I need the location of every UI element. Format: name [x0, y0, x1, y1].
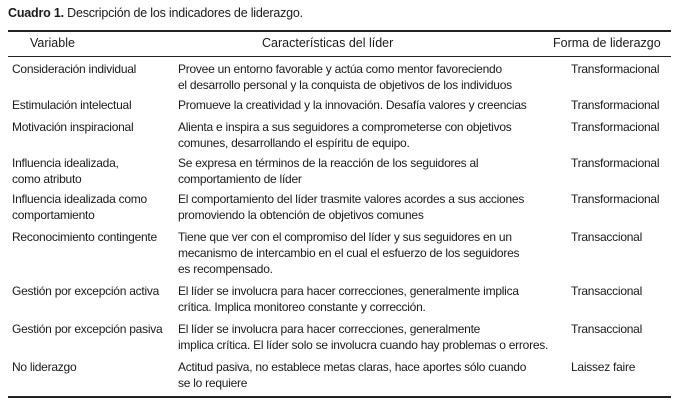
description-cell-line: Promueve la creatividad y la innovación. Desafía valores y creencias: [178, 98, 527, 112]
variable-cell: [12, 283, 172, 299]
caption-number: Cuadro 1.: [8, 6, 64, 20]
forma-cell: [571, 229, 671, 245]
forma-cell-line: Laissez faire: [571, 360, 636, 374]
bottom-rule: [8, 396, 671, 398]
variable-cell-line: Influencia idealizada como: [12, 192, 147, 206]
forma-cell: [571, 359, 671, 375]
description-cell-line: Actitud pasiva, no establece metas claras, hace aportes sólo cuando: [178, 360, 527, 374]
description-cell: [178, 321, 549, 353]
variable-cell-line: Estimulación intelectual: [12, 98, 132, 112]
description-cell-line: mecanismo de intercambio en el cual el esfuerzo de los seguidores: [178, 246, 520, 260]
description-cell-line: es recompensado.: [178, 262, 273, 276]
forma-cell-line: Transaccional: [571, 230, 643, 244]
description-cell: [178, 119, 546, 151]
forma-cell-line: Transformacional: [571, 120, 660, 134]
variable-cell: [12, 321, 172, 337]
description-cell-line: comunes, desarrollando el espíritu de equipo.: [178, 136, 410, 150]
variable-cell-line: Gestión por excepción activa: [12, 284, 160, 298]
forma-cell: [571, 191, 671, 207]
variable-cell: [12, 119, 172, 135]
description-cell-line: comportamiento de líder: [178, 172, 302, 186]
variable-cell-line: No liderazgo: [12, 360, 77, 374]
variable-cell-line: Influencia idealizada,: [12, 156, 119, 170]
description-cell: [178, 359, 546, 391]
description-cell-line: Se expresa en términos de la reacción de los seguidores al: [178, 156, 479, 170]
variable-cell-line: Consideración individual: [12, 62, 137, 76]
header-variable: Variable: [30, 36, 75, 50]
header-caracteristicas: Características del líder: [262, 36, 394, 50]
description-cell: [178, 97, 546, 113]
description-cell-line: Tiene que ver con el compromiso del líder y sus seguidores en un: [178, 230, 512, 244]
variable-cell-line: Reconocimiento contingente: [12, 230, 157, 244]
table-caption: [8, 6, 303, 20]
description-cell: [178, 155, 546, 187]
description-cell-line: El líder se involucra para hacer correcciones, generalmente implica: [178, 284, 519, 298]
variable-cell: [12, 229, 172, 245]
description-cell-line: se lo requiere: [178, 376, 248, 390]
variable-cell: [12, 155, 172, 187]
description-cell: [178, 283, 546, 315]
header-rule: [8, 56, 671, 57]
variable-cell-line: Gestión por excepción pasiva: [12, 322, 163, 336]
forma-cell: [571, 283, 671, 299]
forma-cell: [571, 61, 671, 77]
forma-cell-line: Transformacional: [571, 156, 660, 170]
description-cell-line: implica crítica. El líder solo se involucra cuando hay problemas o errores.: [178, 338, 549, 352]
description-cell-line: Provee un entorno favorable y actúa como mentor favoreciendo: [178, 62, 502, 76]
variable-cell: [12, 97, 172, 113]
description-cell-line: Alienta e inspira a sus seguidores a comprometerse con objetivos: [178, 120, 512, 134]
header-forma: Forma de liderazgo: [553, 36, 661, 50]
forma-cell-line: Transformacional: [571, 98, 660, 112]
forma-cell-line: Transformacional: [571, 192, 660, 206]
forma-cell-line: Transaccional: [571, 284, 643, 298]
variable-cell-line: Motivación inspiracional: [12, 120, 134, 134]
description-cell-line: promoviendo la obtención de objetivos comunes: [178, 208, 424, 222]
description-cell-line: el desarrollo personal y la conquista de objetivos de los individuos: [178, 78, 512, 92]
description-cell: [178, 191, 546, 223]
forma-cell: [571, 119, 671, 135]
forma-cell: [571, 155, 671, 171]
description-cell-line: El líder se involucra para hacer correcciones, generalmente: [178, 322, 481, 336]
forma-cell: [571, 321, 671, 337]
variable-cell: [12, 191, 172, 223]
forma-cell: [571, 97, 671, 113]
description-cell-line: El comportamiento del líder trasmite valores acordes a sus acciones: [178, 192, 525, 206]
variable-cell-line: comportamiento: [12, 208, 95, 222]
description-cell-line: crítica. Implica monitoreo constante y corrección.: [178, 300, 426, 314]
description-cell: [178, 61, 546, 93]
variable-cell: [12, 61, 172, 77]
caption-text: Descripción de los indicadores de liderazgo.: [63, 6, 303, 20]
top-rule: [8, 30, 671, 32]
variable-cell: [12, 359, 172, 375]
description-cell: [178, 229, 546, 277]
variable-cell-line: como atributo: [12, 172, 82, 186]
forma-cell-line: Transformacional: [571, 62, 660, 76]
forma-cell-line: Transaccional: [571, 322, 643, 336]
